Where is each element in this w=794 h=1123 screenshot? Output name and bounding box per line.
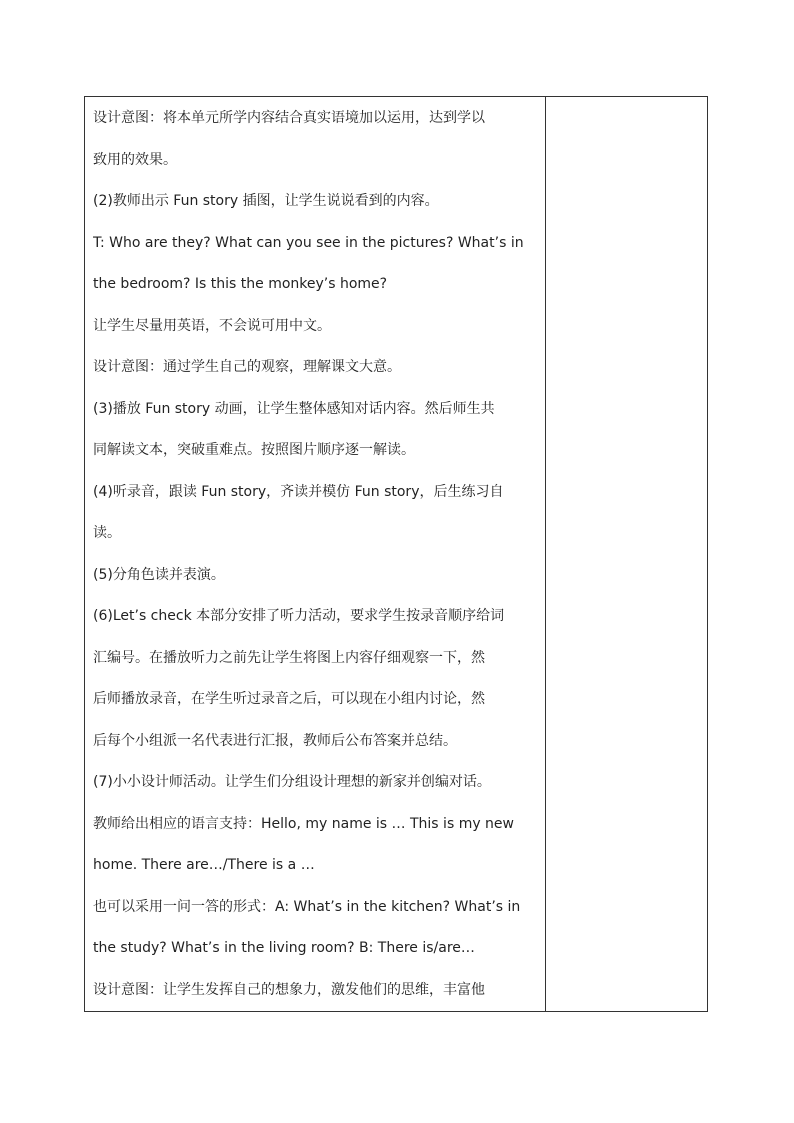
text-line: 同解读文本，突破重难点。按照图片顺序逐一解读。 [93, 442, 415, 458]
text-line: 后师播放录音，在学生听过录音之后，可以现在小组内讨论，然 [93, 691, 485, 707]
text-line: 后每个小组派一名代表进行汇报，教师后公布答案并总结。 [93, 732, 457, 749]
text-line: 教师给出相应的语言支持：Hello, my name is … This is my new [93, 815, 514, 832]
lesson-content-cell [85, 97, 545, 1011]
text-line: 设计意图：让学生发挥自己的想象力，激发他们的思维，丰富他 [93, 981, 485, 998]
lesson-lines [93, 97, 539, 1011]
text-line: (7)小小设计师活动。让学生们分组设计理想的新家并创编对话。 [93, 774, 491, 790]
text-line: 也可以采用一问一答的形式：A: What’s in the kitchen? What’s in [93, 898, 521, 915]
text-line: 让学生尽量用英语，不会说可用中文。 [93, 317, 331, 334]
text-line: (4)听录音，跟读 Fun story，齐读并模仿 Fun story，后生练习自 [93, 483, 504, 500]
text-line: (3)播放 Fun story 动画，让学生整体感知对话内容。然后师生共 [93, 400, 495, 417]
text-line: 设计意图：将本单元所学内容结合真实语境加以运用，达到学以 [93, 110, 485, 126]
text-line: (2)教师出示 Fun story 插图，让学生说说看到的内容。 [93, 193, 439, 209]
notes-cell [546, 97, 707, 1011]
text-line: 致用的效果。 [93, 151, 177, 168]
text-line: 设计意图：通过学生自己的观察，理解课文大意。 [93, 359, 401, 375]
text-line: 读。 [93, 525, 121, 541]
text-line: the study? What’s in the living room? B: There is/are… [93, 940, 475, 956]
text-line: 汇编号。在播放听力之前先让学生将图上内容仔细观察一下，然 [93, 649, 485, 666]
text-line: home. There are…/There is a … [93, 857, 315, 873]
lesson-plan-table [84, 96, 708, 1012]
text-line: (6)Let’s check 本部分安排了听力活动，要求学生按录音顺序给词 [93, 608, 505, 624]
text-line: T: Who are they? What can you see in the pictures? What’s in [93, 234, 524, 251]
text-line: (5)分角色读并表演。 [93, 566, 225, 583]
text-line: the bedroom? Is this the monkey’s home? [93, 276, 388, 292]
